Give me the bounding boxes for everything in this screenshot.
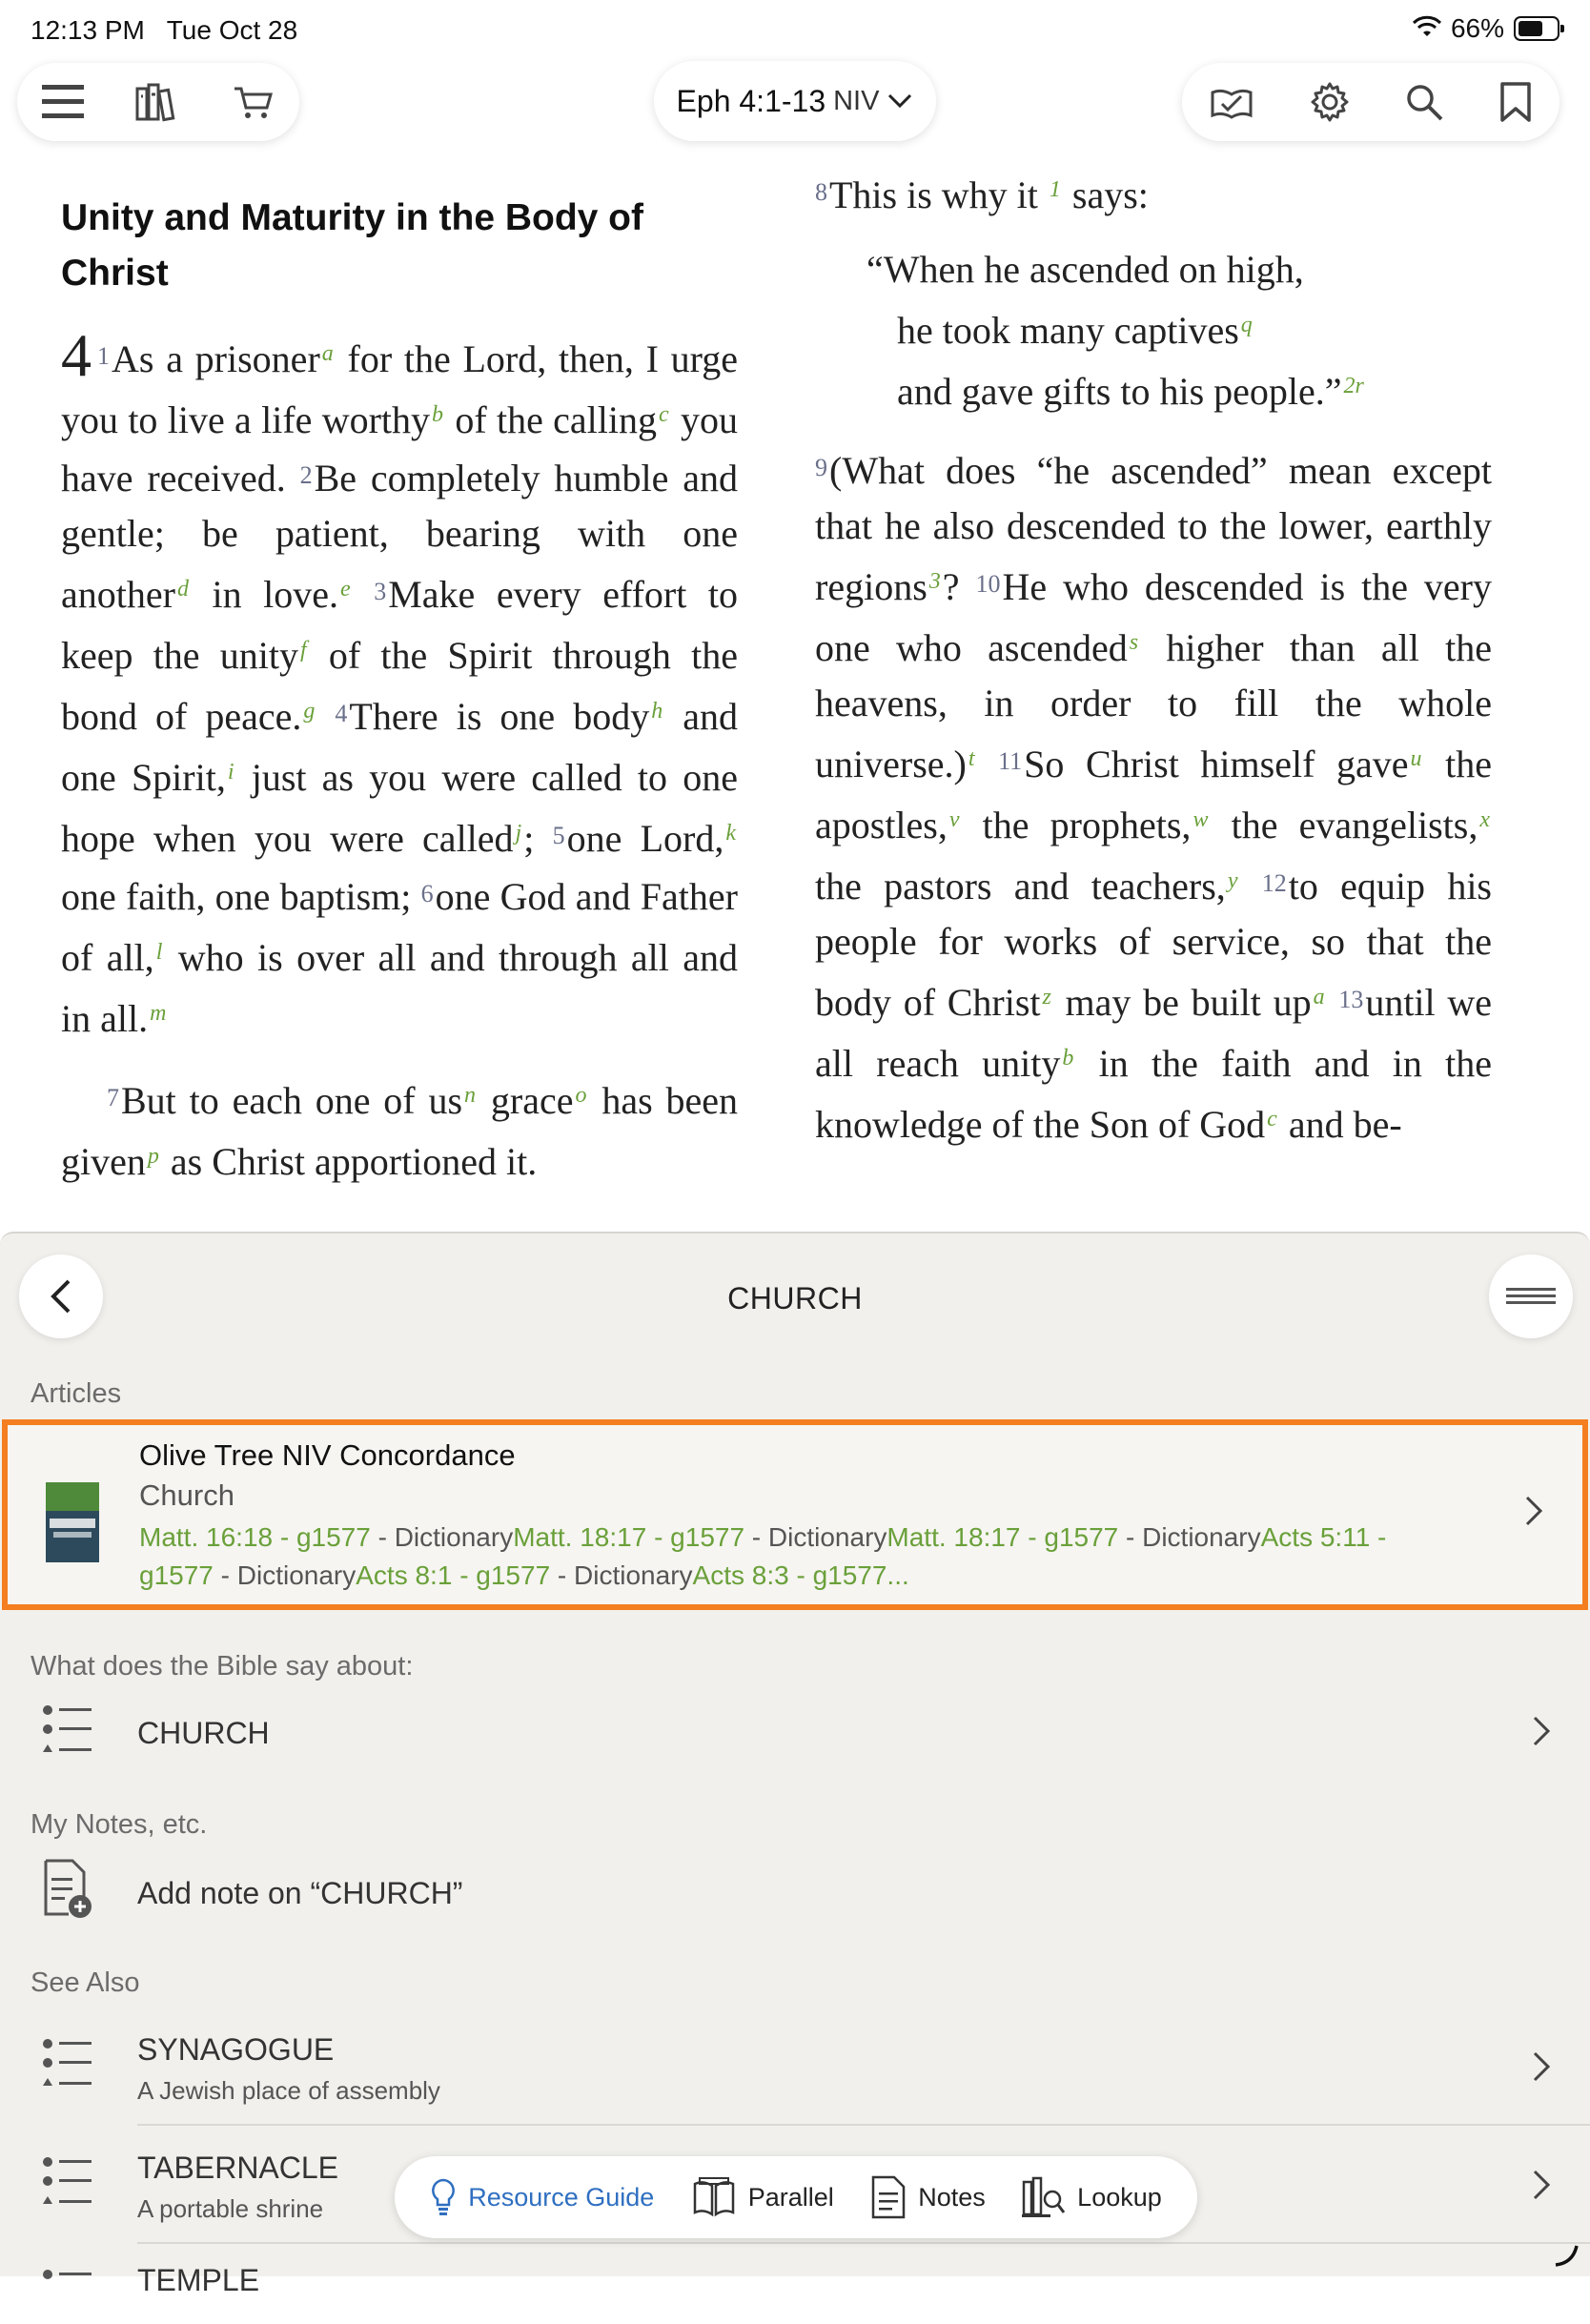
- footnote-marker[interactable]: z: [1042, 985, 1051, 1009]
- verse-text: says:: [1062, 173, 1149, 216]
- status-right: [1413, 13, 1559, 44]
- reference-link[interactable]: Matt. 18:17 - g1577: [887, 1522, 1119, 1552]
- reference-link[interactable]: Acts 8:1 - g1577: [356, 1560, 551, 1590]
- verse-number: 8: [815, 178, 827, 206]
- reference-label: Eph 4:1-13: [676, 83, 826, 118]
- hamburger-icon: [1506, 1286, 1556, 1307]
- footnote-marker[interactable]: f: [299, 638, 307, 663]
- footnote-marker[interactable]: g: [303, 699, 316, 724]
- verse-text: Make every effort to keep the unity: [61, 573, 738, 677]
- menu-icon[interactable]: [42, 83, 84, 121]
- search-icon[interactable]: [1404, 82, 1444, 122]
- verse-number: 12: [1261, 869, 1287, 897]
- add-note-icon: [42, 1859, 95, 1920]
- verse-text: [316, 695, 335, 738]
- panel-menu-button[interactable]: [1489, 1254, 1573, 1338]
- verse-text: Be completely humble and gentle; be patient, bearing with one another: [61, 457, 738, 616]
- verse-text: [353, 573, 375, 616]
- reference-source: - Dictionary: [370, 1522, 514, 1552]
- verse-text: to equip his people for works of service, so that the body of Christ: [815, 865, 1492, 1024]
- verse-text: as Christ apportioned it.: [160, 1140, 538, 1183]
- verse-text: grace: [478, 1079, 574, 1122]
- reference-source: - Dictionary: [550, 1560, 693, 1590]
- reading-plan-icon[interactable]: [1209, 83, 1254, 121]
- resize-handle-icon[interactable]: [1552, 2240, 1580, 2269]
- footnote-marker[interactable]: 3: [928, 569, 941, 594]
- tab-lookup[interactable]: [1022, 2176, 1162, 2218]
- article-subtitle: Church: [139, 1478, 234, 1512]
- poetry-block: [815, 242, 1492, 419]
- bible-says-topic: CHURCH: [137, 1716, 270, 1750]
- verse-text: until we all reach unity: [815, 981, 1492, 1085]
- add-note-row[interactable]: [0, 1849, 1590, 1935]
- tab-label: Notes: [918, 2182, 986, 2212]
- parallel-icon: [691, 2176, 737, 2218]
- verse-text: [1239, 865, 1261, 907]
- verse-text: There is one body: [349, 695, 650, 738]
- footnote-marker[interactable]: x: [1479, 807, 1490, 832]
- verse-text: “When he ascended on high,: [866, 248, 1304, 291]
- tab-label: Resource Guide: [468, 2182, 655, 2212]
- footnote-marker[interactable]: c: [659, 402, 669, 427]
- notes-icon: [870, 2175, 907, 2219]
- see-also-item-temple[interactable]: [0, 2244, 1590, 2320]
- verse-text: higher than all the heavens, in order to fill the whole universe.): [815, 626, 1492, 785]
- articles-label: Articles: [31, 1378, 122, 1409]
- panel-title: CHURCH: [727, 1281, 863, 1315]
- verse-number: 2: [299, 461, 313, 489]
- toolbar-left: [17, 63, 299, 141]
- verse-text: the prophets,: [961, 804, 1192, 846]
- tab-resource-guide[interactable]: [430, 2177, 654, 2217]
- see-also-subtitle: A Jewish place of assembly: [137, 2076, 440, 2105]
- footnote-marker[interactable]: o: [575, 1083, 587, 1108]
- chevron-right-icon: [1531, 2049, 1552, 2084]
- footnote-marker[interactable]: 2r: [1343, 374, 1364, 398]
- footnote-marker[interactable]: l: [155, 940, 163, 965]
- see-also-title: SYNAGOGUE: [137, 2032, 335, 2067]
- toolbar-right: [1182, 63, 1559, 141]
- see-also-title: TABERNACLE: [137, 2151, 339, 2185]
- reference-link[interactable]: Matt. 18:17 - g1577: [513, 1522, 745, 1552]
- topic-list-icon: [42, 1702, 93, 1760]
- verse-text: ?: [942, 565, 976, 608]
- paragraph-3: [815, 440, 1492, 1152]
- verse-number: 9: [815, 454, 827, 481]
- cart-icon[interactable]: [233, 83, 275, 121]
- footnote-marker[interactable]: b: [432, 402, 444, 427]
- verse-number: 1: [97, 342, 110, 370]
- footnote-marker[interactable]: w: [1192, 807, 1209, 832]
- bible-column-right: [815, 162, 1492, 1152]
- chevron-right-icon: [1531, 1714, 1552, 1748]
- footnote-marker[interactable]: q: [1240, 313, 1253, 337]
- status-bar: [0, 0, 1590, 57]
- gear-icon[interactable]: [1309, 81, 1351, 123]
- footnote-marker[interactable]: k: [725, 821, 736, 846]
- verse-text: the apostles,: [815, 743, 1492, 846]
- verse-text: [1327, 981, 1339, 1024]
- poetry-line: [815, 297, 1492, 358]
- footnote-marker[interactable]: 1: [1049, 177, 1061, 202]
- chapter-number: 4: [61, 321, 92, 389]
- verse-number: 10: [975, 570, 1001, 598]
- topic-list-icon: [42, 2036, 93, 2093]
- verse-text: you have received.: [61, 398, 739, 499]
- verse-number: 11: [998, 747, 1023, 775]
- verse-number: 7: [107, 1084, 119, 1111]
- verse-text: just as you were called to one hope when you were called: [61, 756, 738, 860]
- footnote-marker[interactable]: y: [1227, 868, 1238, 893]
- reference-source: - Dictionary: [1118, 1522, 1261, 1552]
- see-also-label: See Also: [31, 1967, 140, 1998]
- poetry-line: [815, 242, 1492, 297]
- bible-says-row[interactable]: [0, 1691, 1590, 1777]
- paragraph-2: [61, 1068, 738, 1190]
- verse-text: He who descended is the very one who ascended: [815, 565, 1492, 669]
- bottom-tab-bar: [395, 2156, 1197, 2238]
- footnote-marker[interactable]: v: [948, 807, 960, 832]
- verse-text: and gave gifts to his people.”: [897, 370, 1342, 413]
- verse-number: 6: [420, 880, 434, 907]
- footnote-marker[interactable]: p: [147, 1144, 159, 1169]
- reference-link[interactable]: Acts 8:3 - g1577...: [692, 1560, 909, 1590]
- verse-text: (What does “he ascended” mean except that he also descended to the lower, earthly regions: [815, 449, 1492, 608]
- verse-text: So Christ himself gave: [1024, 743, 1409, 785]
- reference-link[interactable]: Matt. 16:18 - g1577: [139, 1522, 371, 1552]
- bible-column-left: [61, 191, 738, 1190]
- verse-text: and one Spirit,: [61, 695, 738, 799]
- footnote-marker[interactable]: a: [321, 341, 334, 366]
- reference-source: - Dictionary: [213, 1560, 357, 1590]
- verse-number: 13: [1338, 986, 1364, 1013]
- footnote-marker[interactable]: t: [968, 746, 975, 771]
- verse-text: he took many captives: [897, 309, 1239, 352]
- lookup-icon: [1022, 2176, 1066, 2218]
- verse-number: 4: [335, 700, 348, 727]
- tab-label: Lookup: [1077, 2182, 1162, 2212]
- footnote-marker[interactable]: u: [1410, 746, 1422, 771]
- verse-text: who is over all and through all and in all.: [61, 936, 738, 1040]
- status-time: 12:13 PM Tue Oct 28: [31, 15, 298, 45]
- resource-guide-panel: [0, 1232, 1590, 2297]
- panel-header: [0, 1233, 1590, 1338]
- verse-text: one God and Father of all,: [61, 875, 738, 979]
- see-also-title: TEMPLE: [137, 2263, 260, 2297]
- verse-text: of the Spirit through the bond of peace.: [61, 634, 738, 738]
- footnote-marker[interactable]: s: [1129, 630, 1139, 655]
- verse-text: may be built up: [1052, 981, 1312, 1024]
- article-references: [139, 1519, 1455, 1595]
- verse-text: the pastors and teachers,: [815, 865, 1226, 907]
- verse-text: in the faith and in the knowledge of the Son of God: [815, 1042, 1492, 1146]
- footnote-marker[interactable]: b: [1062, 1046, 1074, 1070]
- reference-source: - Dictionary: [744, 1522, 887, 1552]
- verse-text: of the calling: [445, 398, 658, 441]
- paragraph-1: [61, 321, 739, 1047]
- footnote-marker[interactable]: e: [340, 577, 351, 601]
- verse-8-intro: [815, 162, 1492, 223]
- article-concordance[interactable]: [2, 1419, 1588, 1610]
- wifi-icon: [1413, 17, 1441, 40]
- verse-text: and be-: [1278, 1103, 1402, 1146]
- footnote-marker[interactable]: d: [176, 577, 189, 601]
- topic-list-icon: [42, 2154, 93, 2212]
- battery-percent: 66%: [1450, 13, 1504, 43]
- chevron-right-icon: [1531, 2168, 1552, 2202]
- footnote-marker[interactable]: h: [651, 699, 663, 724]
- verse-number: 3: [374, 578, 387, 605]
- reference-picker[interactable]: [654, 61, 936, 141]
- topic-list-icon: [42, 2267, 93, 2324]
- footnote-marker[interactable]: a: [1313, 985, 1325, 1009]
- version-label: NIV: [833, 85, 880, 116]
- library-icon[interactable]: [135, 83, 181, 121]
- verse-text: ;: [523, 817, 553, 860]
- verse-text: the evangelists,: [1210, 804, 1478, 846]
- see-also-subtitle: A portable shrine: [137, 2194, 324, 2223]
- bible-says-label: What does the Bible say about:: [31, 1651, 414, 1682]
- verse-text: in love.: [190, 573, 339, 616]
- lightbulb-icon: [430, 2177, 457, 2217]
- tab-parallel[interactable]: [691, 2176, 834, 2218]
- chevron-down-icon: [887, 92, 913, 111]
- notes-label: My Notes, etc.: [31, 1809, 208, 1840]
- footnote-marker[interactable]: j: [515, 821, 522, 846]
- footnote-marker[interactable]: m: [150, 1001, 167, 1026]
- tab-notes[interactable]: [870, 2175, 986, 2219]
- reference-link[interactable]: Acts 5:11 - g1577: [139, 1522, 1387, 1590]
- add-note-label: Add note on “CHURCH”: [137, 1876, 463, 1910]
- verse-number: 5: [552, 822, 565, 849]
- footnote-marker[interactable]: n: [464, 1083, 477, 1108]
- verse-text: [977, 743, 999, 785]
- paragraph-2-text: [61, 1079, 738, 1183]
- verse-text: for the Lord, then, I urge you to live a life worthy: [61, 337, 738, 441]
- chevron-right-icon: [1523, 1494, 1544, 1528]
- tab-label: Parallel: [747, 2182, 834, 2212]
- verse-text: But to each one of us: [121, 1079, 463, 1122]
- battery-icon: [1514, 16, 1559, 41]
- footnote-marker[interactable]: i: [227, 760, 234, 785]
- verse-text: one Lord,: [566, 817, 724, 860]
- book-cover-icon: [46, 1482, 99, 1562]
- see-also-item-synagogue[interactable]: [0, 2008, 1590, 2126]
- verse-text: This is why it: [829, 173, 1048, 216]
- poetry-line: [815, 358, 1492, 419]
- section-heading: Unity and Maturity in the Body of Christ: [61, 197, 643, 294]
- verse-text: As a prisoner: [112, 337, 320, 380]
- paragraph-1-text: [61, 337, 738, 1040]
- verse-text: one faith, one baptism;: [61, 875, 421, 918]
- article-title: Olive Tree NIV Concordance: [139, 1438, 516, 1472]
- verse-text: has been given: [61, 1079, 739, 1183]
- bookmark-icon[interactable]: [1498, 81, 1533, 123]
- footnote-marker[interactable]: c: [1267, 1107, 1277, 1131]
